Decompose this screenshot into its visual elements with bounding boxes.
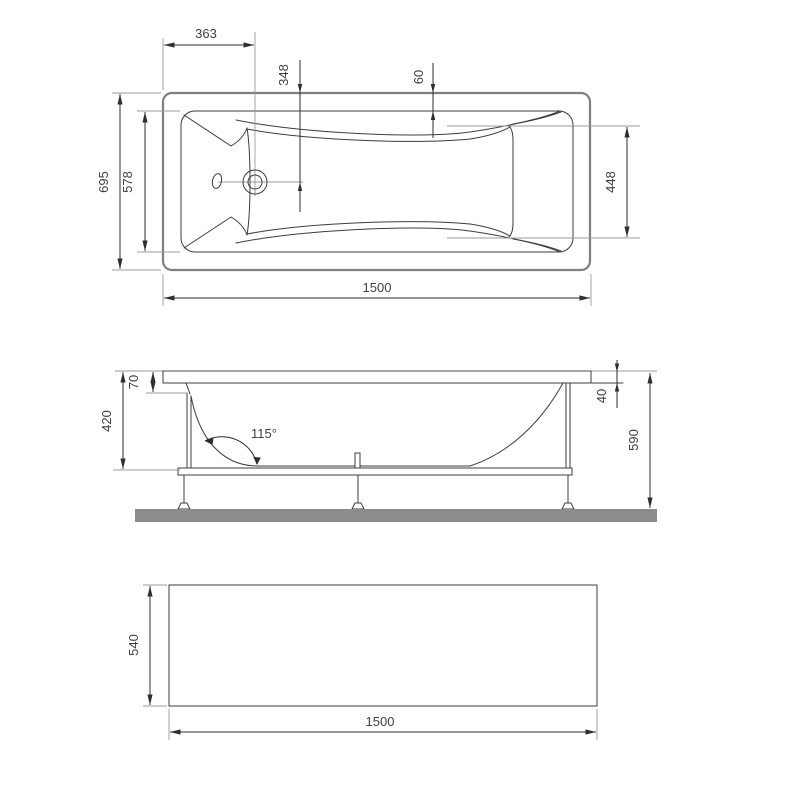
support-frame (178, 468, 574, 509)
dim-inner-width (120, 111, 180, 252)
dim-rim-width (411, 63, 435, 138)
dim-foot-inner-width (447, 126, 640, 238)
dim-label-348: 348 (276, 64, 291, 86)
front-panel-outline (169, 585, 597, 706)
arrowhead-up (615, 383, 619, 392)
head-pad-top (231, 128, 247, 146)
dim-label-panel-1500: 1500 (365, 714, 395, 729)
tub-inner-rim (181, 111, 573, 252)
top-view (96, 26, 640, 306)
dim-label-70: 70 (126, 374, 141, 390)
dim-label-540: 540 (126, 634, 141, 656)
dim-label-695: 695 (96, 171, 111, 193)
head-slope-edge-bottom (184, 217, 231, 248)
dim-label-578: 578 (120, 171, 135, 193)
tub-section (187, 383, 570, 468)
frame-bar (178, 468, 572, 475)
overflow-hole (211, 173, 223, 190)
dim-label-448: 448 (603, 171, 618, 193)
tub-basin-contours (184, 111, 561, 252)
front-panel-view (126, 585, 597, 740)
rim-step (186, 383, 190, 394)
dim-label-420: 420 (99, 410, 114, 432)
dim-panel-length (169, 709, 597, 740)
foot-middle (352, 503, 364, 509)
arrowhead-up (298, 182, 302, 191)
foot-right (562, 503, 574, 509)
head-pad-bottom (231, 217, 247, 235)
arrowhead-down (431, 84, 435, 93)
head-slope-edge-top (184, 115, 231, 146)
floor-bar (135, 509, 657, 522)
dim-label-60: 60 (411, 69, 426, 85)
side-view (99, 360, 657, 522)
arrowhead-up (431, 111, 435, 120)
dim-label-590: 590 (626, 429, 641, 451)
arrowhead-down (253, 457, 261, 465)
foot-left (178, 503, 190, 509)
dim-label-363: 363 (195, 26, 217, 41)
foot-slope-curve (470, 383, 563, 466)
drain (218, 32, 303, 196)
dim-drain-offset (163, 26, 254, 90)
foot-floor-edge (509, 126, 513, 237)
wall-contour-top (236, 111, 560, 135)
dim-rim-thickness (594, 360, 619, 408)
dim-slope-angle (205, 426, 277, 465)
dim-overall-height (626, 373, 650, 508)
arrowhead-down (298, 84, 302, 93)
middle-support-bracket (355, 453, 360, 468)
dim-panel-height (126, 585, 167, 706)
dim-label-1500: 1500 (362, 280, 392, 295)
tub-outer-rim (163, 93, 590, 270)
head-slope-curve (191, 396, 258, 466)
dim-length-top-view (163, 274, 591, 306)
dim-label-40: 40 (594, 388, 609, 404)
wall-contour-bottom (236, 228, 560, 252)
dim-label-115deg: 115° (251, 426, 277, 441)
